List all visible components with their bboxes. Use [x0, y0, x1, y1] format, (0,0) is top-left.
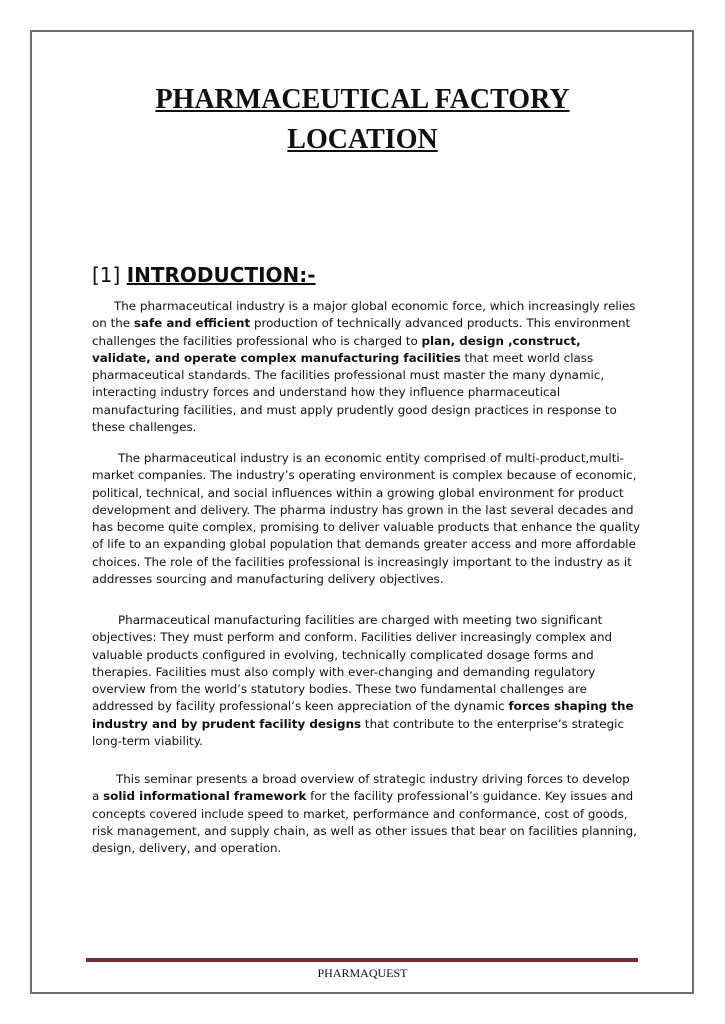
paragraph-4 — [92, 771, 640, 857]
section-heading — [92, 262, 316, 288]
section-title: INTRODUCTION:- — [126, 263, 316, 287]
paragraph-2 — [92, 450, 640, 588]
footer-divider — [86, 958, 638, 962]
paragraph-text: that meet world class pharmaceutical standards. The facilities professional must master the many dynamic, interacting industry forces and understand how they influence pharmaceutical manufacturing facilities, and must apply prudently good design practices in response to these challenges. — [92, 350, 617, 435]
paragraph-text: The pharmaceutical industry is an economic entity comprised of multi-product,multi-market companies. The industry’s operating environment is complex because of economic, political, technical, and social influences within a growing global environment for product development and delivery. The pharma industry has grown in the last several decades and has become quite complex, promising to deliver valuable products that enhance the quality of life to an expanding global population that demands greater access and more affordable choices. The role of the facilities professional is increasingly important to the industry as it addresses sourcing and manufacturing delivery objectives. — [92, 451, 640, 587]
page-title — [40, 80, 685, 160]
paragraph-text: This seminar presents a broad overview of strategic industry driving forces to develop a — [92, 772, 630, 804]
paragraph-text: The pharmaceutical industry is a major global economic force, which increasingly relies on the — [92, 299, 636, 331]
paragraph-3 — [92, 612, 640, 750]
paragraph-text: Pharmaceutical manufacturing facilities are charged with meeting two significant objectives: They must perform and conform. Facilities deliver increasingly complex and valuable products configured in evolving, technically complicated dosage forms and therapies. Facilities must also comply with ever-changing and demanding regulatory overview from the world’s statutory bodies. These two fundamental challenges are addressed by facility professional’s keen appreciation of the dynamic — [92, 613, 613, 714]
bold-phrase: solid informational framework — [103, 789, 307, 804]
paragraph-text: that contribute to the enterprise’s strategic long-term viability. — [92, 716, 625, 749]
paragraph-text: production of technically advanced products. This environment challenges the facilities professional who is charged to — [92, 316, 631, 348]
paragraph-1 — [92, 298, 640, 436]
paragraph-text: for the facility professional’s guidance. Key issues and concepts covered include speed to market, performance and conformance, cost of goods, risk management, and supply chain, as well as other issues that bear on facilities planning, design, delivery, and operation. — [92, 789, 637, 856]
bold-phrase: forces shaping the industry and by prudent facility designs — [92, 699, 634, 731]
bold-phrase: safe and efficient — [133, 316, 251, 331]
section-number: [1] — [92, 263, 121, 287]
footer-label: PHARMAQUEST — [317, 966, 408, 980]
title-line-2: LOCATION — [287, 124, 438, 155]
bold-phrase: plan, design ,construct, validate, and operate complex manufacturing facilities — [92, 333, 581, 365]
title-line-1: PHARMACEUTICAL FACTORY — [155, 84, 570, 115]
